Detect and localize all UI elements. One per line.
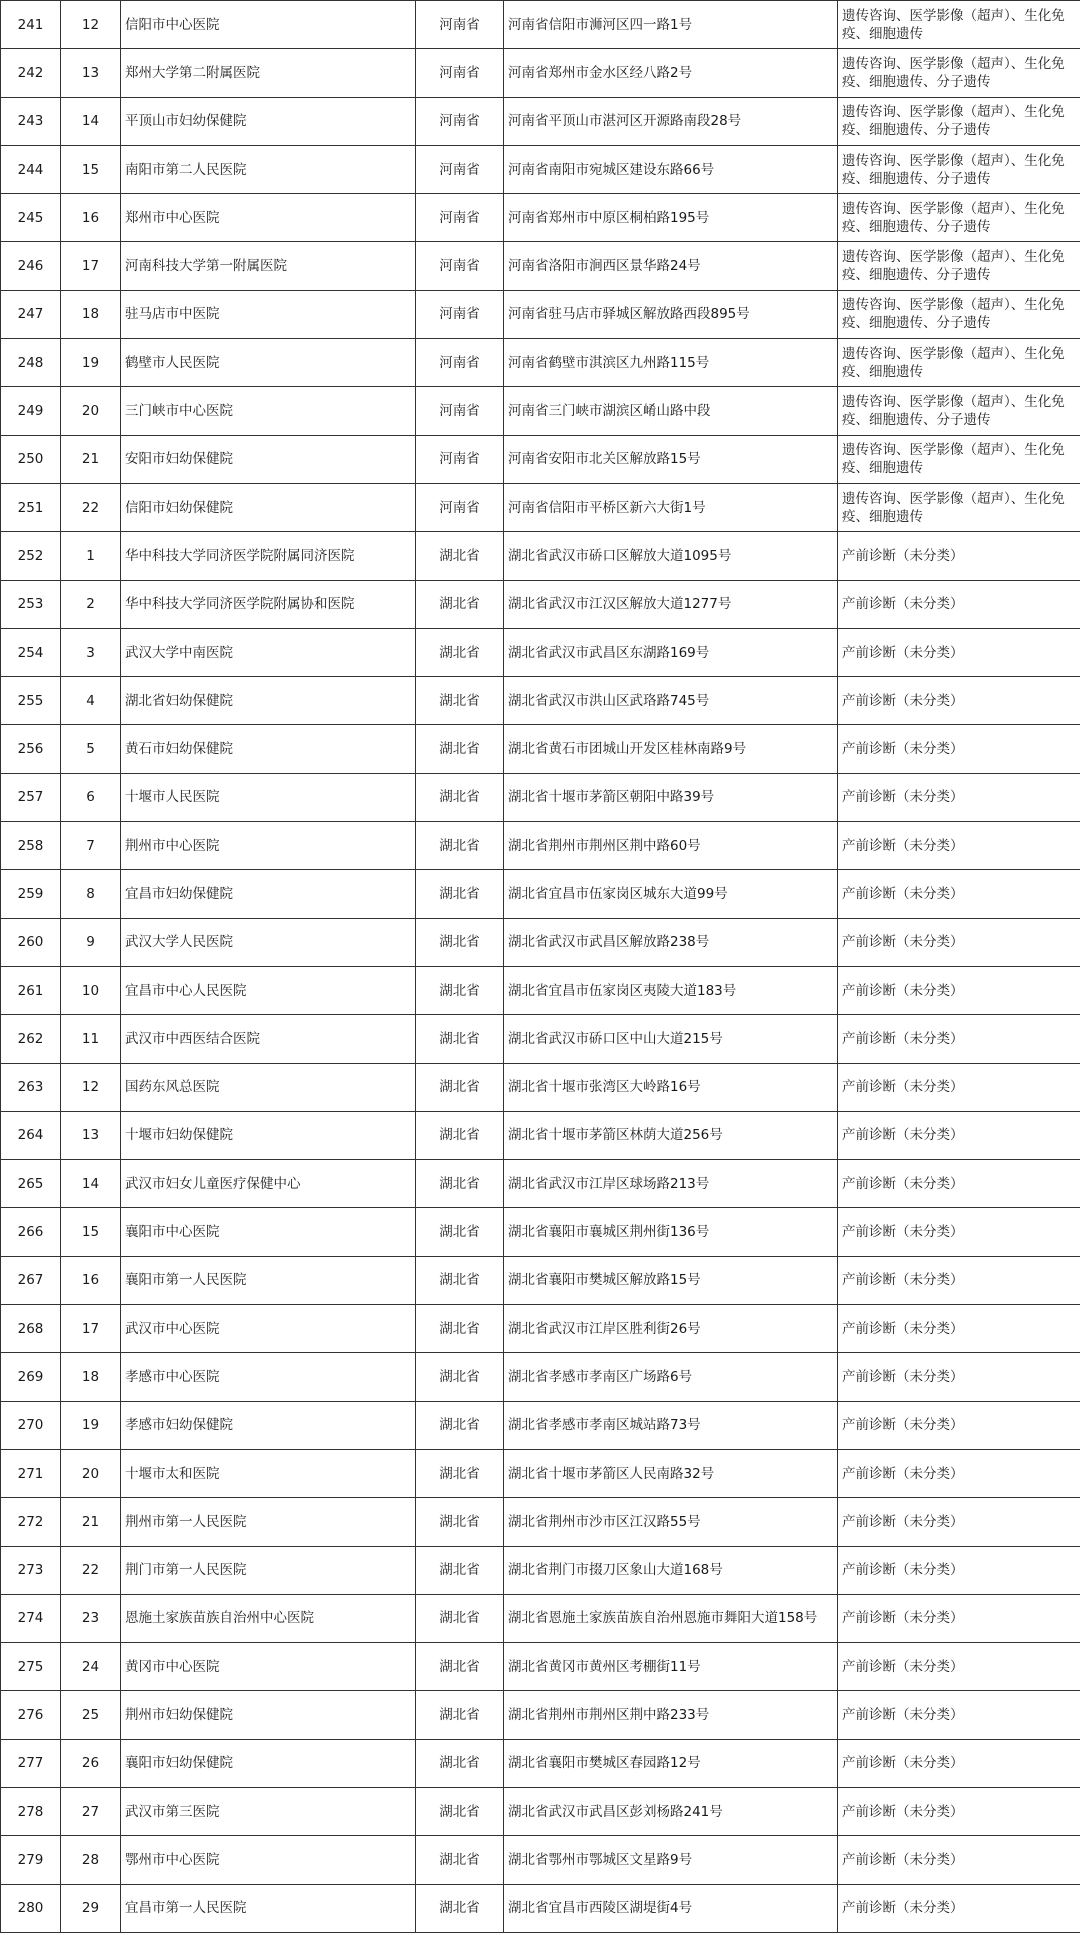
row-number-cell: 279: [1, 1836, 61, 1884]
hospital-name-cell: 郑州大学第二附属医院: [121, 49, 416, 97]
hospital-name-cell: 南阳市第二人民医院: [121, 145, 416, 193]
address-cell: 湖北省荆州市沙市区江汉路55号: [504, 1498, 838, 1546]
row-number-cell: 254: [1, 628, 61, 676]
address-cell: 湖北省荆州市荆州区荆中路60号: [504, 822, 838, 870]
province-cell: 湖北省: [416, 580, 504, 628]
province-cell: 湖北省: [416, 1691, 504, 1739]
row-number-cell: 274: [1, 1594, 61, 1642]
services-cell: 遗传咨询、医学影像（超声）、生化免疫、细胞遗传、分子遗传: [838, 194, 1080, 242]
table-row: [1, 1449, 1080, 1497]
services-cell: 遗传咨询、医学影像（超声）、生化免疫、细胞遗传、分子遗传: [838, 242, 1080, 290]
address-cell: 湖北省十堰市张湾区大岭路16号: [504, 1063, 838, 1111]
table-row: [1, 1160, 1080, 1208]
table-row: [1, 1739, 1080, 1787]
row-number-cell: 277: [1, 1739, 61, 1787]
sequence-cell: 16: [61, 194, 121, 242]
province-cell: 湖北省: [416, 1739, 504, 1787]
province-cell: 湖北省: [416, 1305, 504, 1353]
row-number-cell: 250: [1, 435, 61, 483]
address-cell: 湖北省荆州市荆州区荆中路233号: [504, 1691, 838, 1739]
sequence-cell: 27: [61, 1787, 121, 1835]
services-cell: 产前诊断（未分类）: [838, 1643, 1080, 1691]
table-row: [1, 49, 1080, 97]
table-row: [1, 1498, 1080, 1546]
province-cell: 湖北省: [416, 1401, 504, 1449]
sequence-cell: 4: [61, 677, 121, 725]
sequence-cell: 19: [61, 339, 121, 387]
sequence-cell: 12: [61, 1, 121, 49]
sequence-cell: 10: [61, 966, 121, 1014]
province-cell: 湖北省: [416, 1594, 504, 1642]
hospital-name-cell: 华中科技大学同济医学院附属协和医院: [121, 580, 416, 628]
sequence-cell: 21: [61, 435, 121, 483]
table-row: [1, 483, 1080, 531]
services-cell: 遗传咨询、医学影像（超声）、生化免疫、细胞遗传、分子遗传: [838, 97, 1080, 145]
province-cell: 湖北省: [416, 1353, 504, 1401]
province-cell: 河南省: [416, 194, 504, 242]
table-row: [1, 145, 1080, 193]
sequence-cell: 15: [61, 1208, 121, 1256]
table-row: [1, 918, 1080, 966]
province-cell: 湖北省: [416, 1160, 504, 1208]
sequence-cell: 23: [61, 1594, 121, 1642]
table-row: [1, 532, 1080, 580]
table-row: [1, 1836, 1080, 1884]
services-cell: 产前诊断（未分类）: [838, 1401, 1080, 1449]
hospital-name-cell: 武汉市中西医结合医院: [121, 1015, 416, 1063]
table-row: [1, 966, 1080, 1014]
hospital-name-cell: 宜昌市第一人民医院: [121, 1884, 416, 1932]
province-cell: 湖北省: [416, 1836, 504, 1884]
row-number-cell: 275: [1, 1643, 61, 1691]
hospital-name-cell: 十堰市太和医院: [121, 1449, 416, 1497]
hospital-name-cell: 湖北省妇幼保健院: [121, 677, 416, 725]
sequence-cell: 18: [61, 290, 121, 338]
address-cell: 湖北省恩施土家族苗族自治州恩施市舞阳大道158号: [504, 1594, 838, 1642]
hospital-name-cell: 鄂州市中心医院: [121, 1836, 416, 1884]
row-number-cell: 271: [1, 1449, 61, 1497]
hospital-name-cell: 三门峡市中心医院: [121, 387, 416, 435]
province-cell: 湖北省: [416, 532, 504, 580]
sequence-cell: 25: [61, 1691, 121, 1739]
table-row: [1, 194, 1080, 242]
province-cell: 河南省: [416, 387, 504, 435]
row-number-cell: 253: [1, 580, 61, 628]
table-row: [1, 1015, 1080, 1063]
services-cell: 产前诊断（未分类）: [838, 1449, 1080, 1497]
sequence-cell: 14: [61, 1160, 121, 1208]
sequence-cell: 5: [61, 725, 121, 773]
hospital-name-cell: 武汉大学人民医院: [121, 918, 416, 966]
services-cell: 产前诊断（未分类）: [838, 822, 1080, 870]
services-cell: 产前诊断（未分类）: [838, 1160, 1080, 1208]
address-cell: 河南省平顶山市湛河区开源路南段28号: [504, 97, 838, 145]
hospital-name-cell: 荆门市第一人民医院: [121, 1546, 416, 1594]
row-number-cell: 256: [1, 725, 61, 773]
province-cell: 湖北省: [416, 677, 504, 725]
address-cell: 湖北省宜昌市伍家岗区夷陵大道183号: [504, 966, 838, 1014]
table-row: [1, 1111, 1080, 1159]
address-cell: 湖北省襄阳市樊城区春园路12号: [504, 1739, 838, 1787]
sequence-cell: 9: [61, 918, 121, 966]
sequence-cell: 28: [61, 1836, 121, 1884]
province-cell: 湖北省: [416, 822, 504, 870]
row-number-cell: 258: [1, 822, 61, 870]
hospital-name-cell: 荆州市中心医院: [121, 822, 416, 870]
table-row: [1, 97, 1080, 145]
sequence-cell: 20: [61, 387, 121, 435]
row-number-cell: 268: [1, 1305, 61, 1353]
hospital-name-cell: 宜昌市妇幼保健院: [121, 870, 416, 918]
address-cell: 河南省信阳市浉河区四一路1号: [504, 1, 838, 49]
hospital-name-cell: 襄阳市第一人民医院: [121, 1256, 416, 1304]
table-row: [1, 1884, 1080, 1932]
row-number-cell: 265: [1, 1160, 61, 1208]
sequence-cell: 7: [61, 822, 121, 870]
hospital-name-cell: 信阳市中心医院: [121, 1, 416, 49]
province-cell: 湖北省: [416, 1015, 504, 1063]
hospital-name-cell: 国药东风总医院: [121, 1063, 416, 1111]
sequence-cell: 18: [61, 1353, 121, 1401]
hospital-name-cell: 安阳市妇幼保健院: [121, 435, 416, 483]
table-row: [1, 387, 1080, 435]
sequence-cell: 2: [61, 580, 121, 628]
services-cell: 产前诊断（未分类）: [838, 1353, 1080, 1401]
address-cell: 湖北省武汉市江岸区球场路213号: [504, 1160, 838, 1208]
sequence-cell: 6: [61, 773, 121, 821]
table-row: [1, 1305, 1080, 1353]
row-number-cell: 243: [1, 97, 61, 145]
address-cell: 湖北省武汉市硚口区解放大道1095号: [504, 532, 838, 580]
sequence-cell: 1: [61, 532, 121, 580]
province-cell: 湖北省: [416, 1208, 504, 1256]
services-cell: 产前诊断（未分类）: [838, 1208, 1080, 1256]
province-cell: 湖北省: [416, 628, 504, 676]
services-cell: 遗传咨询、医学影像（超声）、生化免疫、细胞遗传: [838, 1, 1080, 49]
province-cell: 湖北省: [416, 1256, 504, 1304]
table-row: [1, 1643, 1080, 1691]
address-cell: 湖北省黄石市团城山开发区桂林南路9号: [504, 725, 838, 773]
sequence-cell: 17: [61, 1305, 121, 1353]
hospital-name-cell: 武汉大学中南医院: [121, 628, 416, 676]
table-row: [1, 822, 1080, 870]
services-cell: 遗传咨询、医学影像（超声）、生化免疫、细胞遗传: [838, 483, 1080, 531]
address-cell: 湖北省武汉市硚口区中山大道215号: [504, 1015, 838, 1063]
services-cell: 产前诊断（未分类）: [838, 1836, 1080, 1884]
services-cell: 产前诊断（未分类）: [838, 580, 1080, 628]
row-number-cell: 266: [1, 1208, 61, 1256]
row-number-cell: 261: [1, 966, 61, 1014]
table-body: [1, 1, 1080, 1933]
sequence-cell: 8: [61, 870, 121, 918]
address-cell: 湖北省十堰市茅箭区林荫大道256号: [504, 1111, 838, 1159]
services-cell: 遗传咨询、医学影像（超声）、生化免疫、细胞遗传、分子遗传: [838, 49, 1080, 97]
hospital-name-cell: 孝感市妇幼保健院: [121, 1401, 416, 1449]
row-number-cell: 255: [1, 677, 61, 725]
province-cell: 湖北省: [416, 1063, 504, 1111]
address-cell: 湖北省武汉市武昌区彭刘杨路241号: [504, 1787, 838, 1835]
hospital-name-cell: 武汉市中心医院: [121, 1305, 416, 1353]
address-cell: 河南省鹤壁市淇滨区九州路115号: [504, 339, 838, 387]
province-cell: 湖北省: [416, 1787, 504, 1835]
sequence-cell: 12: [61, 1063, 121, 1111]
address-cell: 河南省洛阳市涧西区景华路24号: [504, 242, 838, 290]
row-number-cell: 241: [1, 1, 61, 49]
province-cell: 河南省: [416, 49, 504, 97]
province-cell: 河南省: [416, 435, 504, 483]
row-number-cell: 252: [1, 532, 61, 580]
row-number-cell: 260: [1, 918, 61, 966]
row-number-cell: 249: [1, 387, 61, 435]
hospital-name-cell: 宜昌市中心人民医院: [121, 966, 416, 1014]
table-row: [1, 1, 1080, 49]
province-cell: 湖北省: [416, 1449, 504, 1497]
address-cell: 湖北省黄冈市黄州区考棚街11号: [504, 1643, 838, 1691]
sequence-cell: 26: [61, 1739, 121, 1787]
row-number-cell: 263: [1, 1063, 61, 1111]
province-cell: 河南省: [416, 97, 504, 145]
row-number-cell: 276: [1, 1691, 61, 1739]
address-cell: 湖北省武汉市武昌区解放路238号: [504, 918, 838, 966]
sequence-cell: 11: [61, 1015, 121, 1063]
hospital-name-cell: 襄阳市妇幼保健院: [121, 1739, 416, 1787]
hospital-name-cell: 荆州市第一人民医院: [121, 1498, 416, 1546]
services-cell: 遗传咨询、医学影像（超声）、生化免疫、细胞遗传: [838, 435, 1080, 483]
province-cell: 河南省: [416, 290, 504, 338]
row-number-cell: 245: [1, 194, 61, 242]
province-cell: 湖北省: [416, 1643, 504, 1691]
province-cell: 湖北省: [416, 725, 504, 773]
province-cell: 湖北省: [416, 918, 504, 966]
row-number-cell: 264: [1, 1111, 61, 1159]
address-cell: 湖北省武汉市武昌区东湖路169号: [504, 628, 838, 676]
table-row: [1, 290, 1080, 338]
row-number-cell: 251: [1, 483, 61, 531]
sequence-cell: 24: [61, 1643, 121, 1691]
province-cell: 湖北省: [416, 773, 504, 821]
hospital-name-cell: 恩施土家族苗族自治州中心医院: [121, 1594, 416, 1642]
address-cell: 湖北省十堰市茅箭区人民南路32号: [504, 1449, 838, 1497]
sequence-cell: 19: [61, 1401, 121, 1449]
province-cell: 湖北省: [416, 1498, 504, 1546]
table-row: [1, 242, 1080, 290]
address-cell: 湖北省襄阳市樊城区解放路15号: [504, 1256, 838, 1304]
sequence-cell: 15: [61, 145, 121, 193]
sequence-cell: 22: [61, 1546, 121, 1594]
table-row: [1, 1401, 1080, 1449]
table-row: [1, 1691, 1080, 1739]
sequence-cell: 29: [61, 1884, 121, 1932]
hospital-name-cell: 信阳市妇幼保健院: [121, 483, 416, 531]
hospital-name-cell: 黄冈市中心医院: [121, 1643, 416, 1691]
hospital-name-cell: 荆州市妇幼保健院: [121, 1691, 416, 1739]
row-number-cell: 247: [1, 290, 61, 338]
province-cell: 河南省: [416, 1, 504, 49]
hospital-name-cell: 驻马店市中医院: [121, 290, 416, 338]
province-cell: 河南省: [416, 339, 504, 387]
row-number-cell: 273: [1, 1546, 61, 1594]
services-cell: 产前诊断（未分类）: [838, 1739, 1080, 1787]
province-cell: 河南省: [416, 145, 504, 193]
address-cell: 湖北省荆门市掇刀区象山大道168号: [504, 1546, 838, 1594]
province-cell: 河南省: [416, 242, 504, 290]
row-number-cell: 272: [1, 1498, 61, 1546]
services-cell: 遗传咨询、医学影像（超声）、生化免疫、细胞遗传: [838, 339, 1080, 387]
hospital-name-cell: 河南科技大学第一附属医院: [121, 242, 416, 290]
address-cell: 河南省信阳市平桥区新六大街1号: [504, 483, 838, 531]
table-row: [1, 1256, 1080, 1304]
services-cell: 遗传咨询、医学影像（超声）、生化免疫、细胞遗传、分子遗传: [838, 145, 1080, 193]
row-number-cell: 280: [1, 1884, 61, 1932]
sequence-cell: 20: [61, 1449, 121, 1497]
province-cell: 湖北省: [416, 1111, 504, 1159]
services-cell: 产前诊断（未分类）: [838, 532, 1080, 580]
province-cell: 湖北省: [416, 1884, 504, 1932]
address-cell: 河南省安阳市北关区解放路15号: [504, 435, 838, 483]
sequence-cell: 22: [61, 483, 121, 531]
hospital-name-cell: 平顶山市妇幼保健院: [121, 97, 416, 145]
table-row: [1, 725, 1080, 773]
services-cell: 产前诊断（未分类）: [838, 1305, 1080, 1353]
row-number-cell: 257: [1, 773, 61, 821]
address-cell: 湖北省孝感市孝南区广场路6号: [504, 1353, 838, 1401]
row-number-cell: 278: [1, 1787, 61, 1835]
services-cell: 产前诊断（未分类）: [838, 1063, 1080, 1111]
table-row: [1, 1787, 1080, 1835]
hospital-name-cell: 襄阳市中心医院: [121, 1208, 416, 1256]
table-row: [1, 1208, 1080, 1256]
address-cell: 河南省驻马店市驿城区解放路西段895号: [504, 290, 838, 338]
hospital-name-cell: 武汉市妇女儿童医疗保健中心: [121, 1160, 416, 1208]
services-cell: 产前诊断（未分类）: [838, 1256, 1080, 1304]
row-number-cell: 244: [1, 145, 61, 193]
sequence-cell: 13: [61, 1111, 121, 1159]
address-cell: 湖北省襄阳市襄城区荆州街136号: [504, 1208, 838, 1256]
address-cell: 湖北省十堰市茅箭区朝阳中路39号: [504, 773, 838, 821]
table-row: [1, 773, 1080, 821]
row-number-cell: 270: [1, 1401, 61, 1449]
services-cell: 产前诊断（未分类）: [838, 918, 1080, 966]
sequence-cell: 3: [61, 628, 121, 676]
table-row: [1, 1594, 1080, 1642]
services-cell: 产前诊断（未分类）: [838, 628, 1080, 676]
services-cell: 产前诊断（未分类）: [838, 1498, 1080, 1546]
row-number-cell: 242: [1, 49, 61, 97]
province-cell: 湖北省: [416, 870, 504, 918]
services-cell: 产前诊断（未分类）: [838, 1111, 1080, 1159]
table-row: [1, 435, 1080, 483]
address-cell: 湖北省武汉市洪山区武珞路745号: [504, 677, 838, 725]
row-number-cell: 262: [1, 1015, 61, 1063]
row-number-cell: 267: [1, 1256, 61, 1304]
services-cell: 产前诊断（未分类）: [838, 677, 1080, 725]
address-cell: 湖北省鄂州市鄂城区文星路9号: [504, 1836, 838, 1884]
services-cell: 遗传咨询、医学影像（超声）、生化免疫、细胞遗传、分子遗传: [838, 290, 1080, 338]
sequence-cell: 13: [61, 49, 121, 97]
services-cell: 产前诊断（未分类）: [838, 1546, 1080, 1594]
address-cell: 湖北省宜昌市伍家岗区城东大道99号: [504, 870, 838, 918]
address-cell: 河南省郑州市金水区经八路2号: [504, 49, 838, 97]
services-cell: 产前诊断（未分类）: [838, 773, 1080, 821]
table-row: [1, 677, 1080, 725]
hospital-name-cell: 郑州市中心医院: [121, 194, 416, 242]
row-number-cell: 248: [1, 339, 61, 387]
table-row: [1, 1546, 1080, 1594]
province-cell: 河南省: [416, 483, 504, 531]
address-cell: 湖北省宜昌市西陵区湖堤街4号: [504, 1884, 838, 1932]
services-cell: 产前诊断（未分类）: [838, 1594, 1080, 1642]
address-cell: 湖北省武汉市江汉区解放大道1277号: [504, 580, 838, 628]
sequence-cell: 21: [61, 1498, 121, 1546]
sequence-cell: 17: [61, 242, 121, 290]
services-cell: 产前诊断（未分类）: [838, 966, 1080, 1014]
address-cell: 湖北省孝感市孝南区城站路73号: [504, 1401, 838, 1449]
address-cell: 河南省三门峡市湖滨区崤山路中段: [504, 387, 838, 435]
hospital-name-cell: 十堰市妇幼保健院: [121, 1111, 416, 1159]
table-row: [1, 1353, 1080, 1401]
services-cell: 产前诊断（未分类）: [838, 870, 1080, 918]
services-cell: 产前诊断（未分类）: [838, 725, 1080, 773]
row-number-cell: 269: [1, 1353, 61, 1401]
table-row: [1, 580, 1080, 628]
services-cell: 产前诊断（未分类）: [838, 1884, 1080, 1932]
hospital-name-cell: 鹤壁市人民医院: [121, 339, 416, 387]
table-row: [1, 870, 1080, 918]
services-cell: 遗传咨询、医学影像（超声）、生化免疫、细胞遗传、分子遗传: [838, 387, 1080, 435]
hospital-name-cell: 孝感市中心医院: [121, 1353, 416, 1401]
province-cell: 湖北省: [416, 1546, 504, 1594]
address-cell: 湖北省武汉市江岸区胜利街26号: [504, 1305, 838, 1353]
services-cell: 产前诊断（未分类）: [838, 1691, 1080, 1739]
hospital-name-cell: 武汉市第三医院: [121, 1787, 416, 1835]
services-cell: 产前诊断（未分类）: [838, 1787, 1080, 1835]
address-cell: 河南省郑州市中原区桐柏路195号: [504, 194, 838, 242]
address-cell: 河南省南阳市宛城区建设东路66号: [504, 145, 838, 193]
table-row: [1, 1063, 1080, 1111]
hospital-name-cell: 十堰市人民医院: [121, 773, 416, 821]
hospital-name-cell: 黄石市妇幼保健院: [121, 725, 416, 773]
sequence-cell: 14: [61, 97, 121, 145]
row-number-cell: 259: [1, 870, 61, 918]
table-row: [1, 339, 1080, 387]
hospital-name-cell: 华中科技大学同济医学院附属同济医院: [121, 532, 416, 580]
services-cell: 产前诊断（未分类）: [838, 1015, 1080, 1063]
table-row: [1, 628, 1080, 676]
province-cell: 湖北省: [416, 966, 504, 1014]
row-number-cell: 246: [1, 242, 61, 290]
sequence-cell: 16: [61, 1256, 121, 1304]
